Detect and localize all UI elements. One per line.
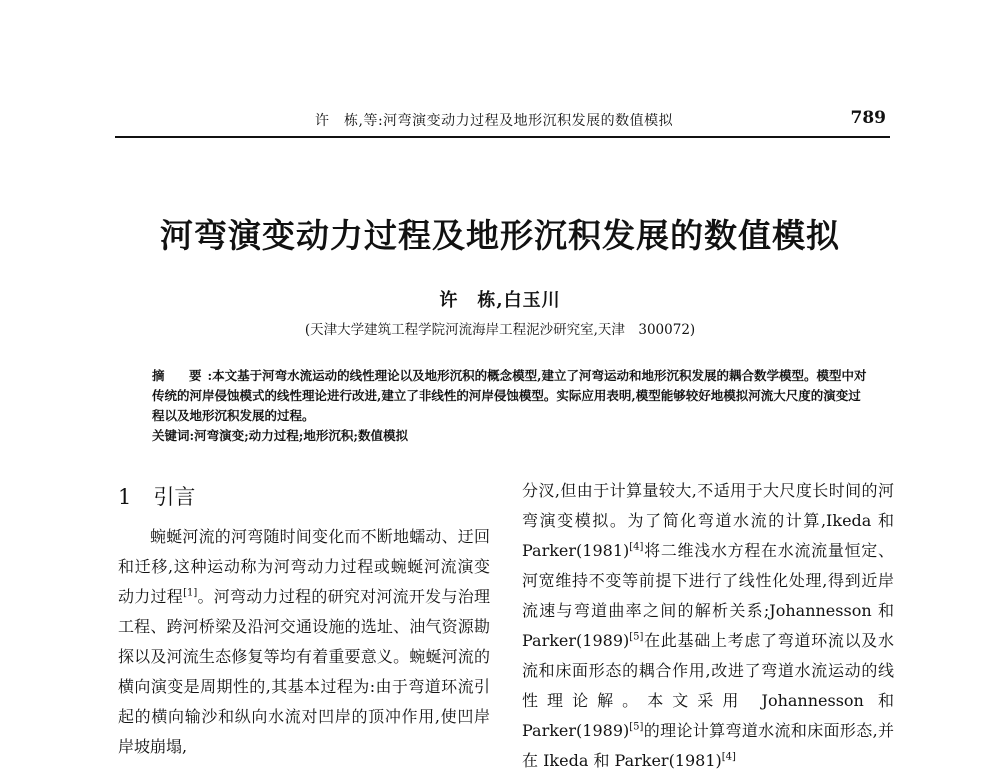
right-text-3: 在此基础上考虑了弯道环流以及水流和床面形态的耦合作用,改进了弯道水流运动的线性理论解。本文采用 Johannesson 和 Parker(1989) <box>522 631 894 740</box>
abstract-block <box>152 366 872 446</box>
intro-text-part1: 蜿蜒河流的河弯随时间变化而不断地蠕动、迂回和迁移,这种运动称为河弯动力过程或蜿蜒河流演变动力过程 <box>118 527 490 606</box>
right-text-2: 将二维浅水方程在水流流量恒定、河宽维持不变等前提下进行了线性化处理,得到近岸流速与弯道曲率之间的解析关系;Johannesson 和 Parker(1989) <box>522 541 894 650</box>
affiliation: (天津大学建筑工程学院河流海岸工程泥沙研究室,天津 300072) <box>304 322 696 338</box>
running-title: 许 栋,等:河弯演变动力过程及地形沉积发展的数值模拟 <box>315 113 674 129</box>
keywords-text: :河弯演变;动力过程;地形沉积;数值模拟 <box>189 428 408 443</box>
keywords-label: 关键词 <box>152 428 190 443</box>
section-title: 引言 <box>153 485 196 509</box>
citation-4b: [4] <box>721 751 736 763</box>
right-text-4: 的理论计算弯道水流和床面形态,并在 Ikeda 和 Parker(1981) <box>522 721 894 770</box>
keywords <box>152 426 872 446</box>
running-header <box>115 108 890 138</box>
paper-title: 河弯演变动力过程及地形沉积发展的数值模拟 <box>160 216 840 255</box>
citation-5b: [5] <box>629 721 644 733</box>
abstract-text: :本文基于河弯水流运动的线性理论以及地形沉积的概念模型,建立了河弯运动和地形沉积发展的耦合数学模型。模型中对传统的河岸侵蚀模式的线性理论进行改进,建立了非线性的河岸侵蚀模型。实际应用表明,模型能够较好地模拟河流大尺度的演变过程以及地形沉积发展的过程。 <box>152 368 867 423</box>
authors: 许 栋,白玉川 <box>439 290 561 311</box>
left-column <box>118 482 490 762</box>
intro-text-part2: 。河弯动力过程的研究对河流开发与治理工程、跨河桥梁及沿河交通设施的选址、油气资源勘探以及河流生态修复等均有着重要意义。蜿蜒河流的横向演变是周期性的,其基本过程为:由于弯道环流引起的横向输沙和纵向水流对凹岸的顶冲作用,使凹岸岸坡崩塌, <box>118 587 490 756</box>
citation-5: [5] <box>629 631 644 643</box>
right-text-1: 分汊,但由于计算量较大,不适用于大尺度长时间的河弯演变模拟。为了简化弯道水流的计算,Ikeda 和 Parker(1981) <box>522 481 894 560</box>
citation-4: [4] <box>629 541 644 553</box>
section-number: 1 <box>118 485 132 509</box>
right-column <box>522 476 894 776</box>
page-number: 789 <box>850 108 886 128</box>
abstract <box>152 366 872 426</box>
section-heading <box>118 482 490 512</box>
intro-paragraph <box>118 522 490 762</box>
citation-1: [1] <box>183 587 198 599</box>
right-column-paragraph <box>522 476 894 776</box>
abstract-label: 摘 要 <box>152 368 208 383</box>
